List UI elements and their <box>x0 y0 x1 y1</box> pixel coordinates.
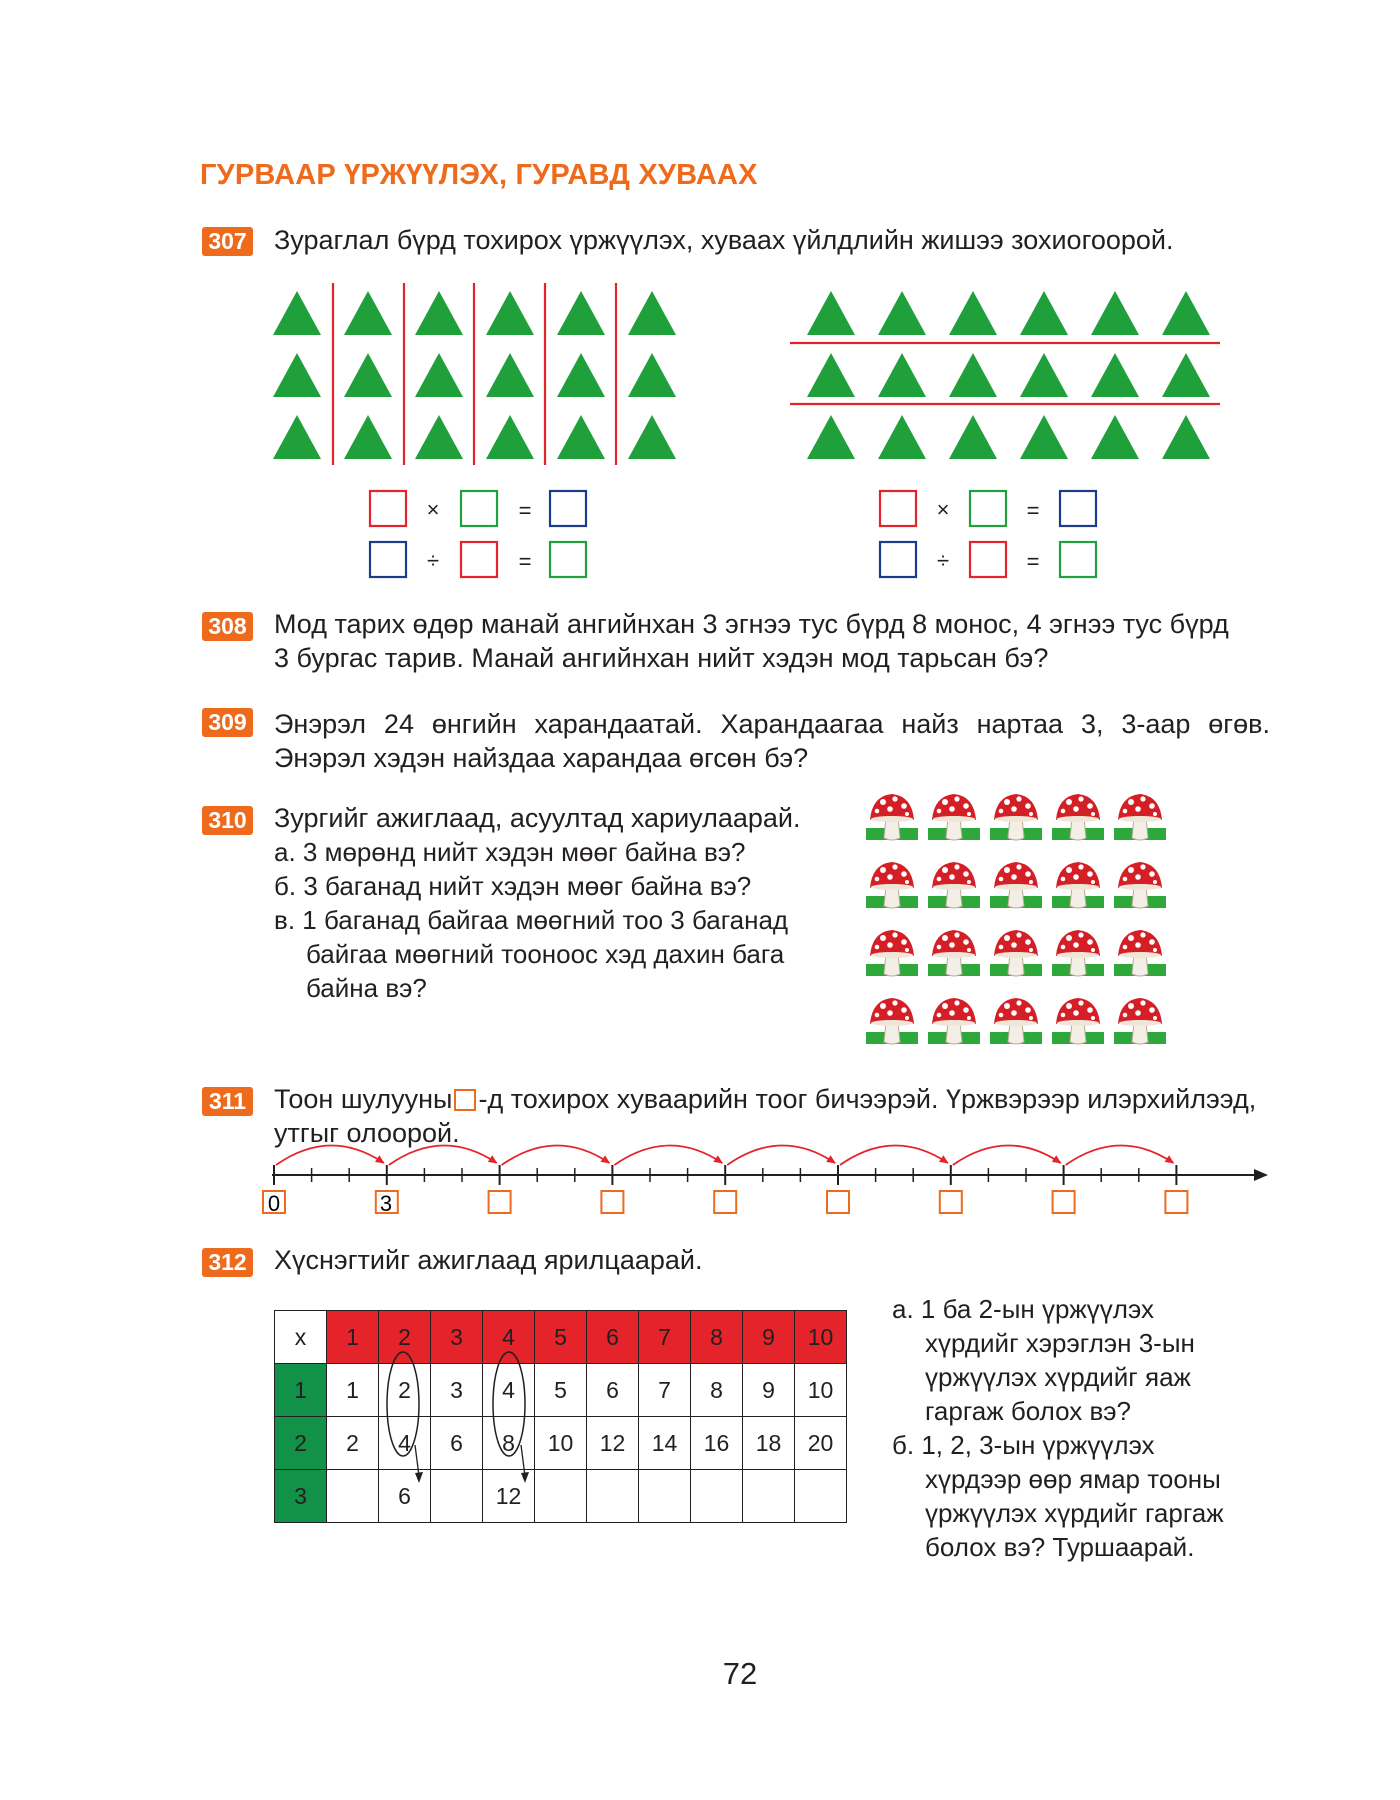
problem-number-309: 309 <box>202 708 253 737</box>
jump-arc <box>1066 1145 1174 1165</box>
equals-sign: = <box>1026 549 1040 574</box>
jump-arc <box>614 1145 722 1165</box>
problem-number-307: 307 <box>202 227 253 256</box>
q312-a-line4: гаргаж болох вэ? <box>925 1396 1131 1426</box>
table-cell: 8 <box>691 1364 743 1417</box>
table-cell <box>639 1470 691 1523</box>
header-cell: 1 <box>327 1311 379 1364</box>
problem-311-text-a: Тоон шулууны <box>274 1084 453 1114</box>
answer-box <box>1053 1191 1075 1213</box>
jump-arc <box>502 1145 610 1165</box>
table-cell: 2 <box>379 1364 431 1417</box>
table-header-row <box>275 1311 847 1364</box>
answer-box <box>827 1191 849 1213</box>
divide-sign: ÷ <box>936 548 950 573</box>
table-cell: 5 <box>535 1364 587 1417</box>
question-c-line3: байна вэ? <box>306 973 427 1003</box>
answer-box <box>714 1191 736 1213</box>
header-cell: 7 <box>639 1311 691 1364</box>
q312-b-line1: б. 1, 2, 3-ын үржүүлэх <box>892 1430 1155 1460</box>
problem-308-line2: 3 бургас тарив. Манай ангийнхан нийт хэдэн мод тарьсан бэ? <box>274 643 1049 673</box>
row-label-cell: 2 <box>275 1417 327 1470</box>
table-cell <box>431 1470 483 1523</box>
label-three: 3 <box>379 1191 393 1216</box>
table-cell: 10 <box>795 1364 847 1417</box>
page-number: 72 <box>722 1656 758 1691</box>
q312-a-line2: хүрдийг хэрэглэн 3-ын <box>925 1328 1195 1358</box>
table-cell: 6 <box>587 1364 639 1417</box>
problem-number-311: 311 <box>202 1087 253 1116</box>
header-cell: 4 <box>483 1311 535 1364</box>
jump-arc <box>389 1145 497 1165</box>
q312-b-line3: үржүүлэх хүрдийг гаргаж <box>925 1498 1224 1528</box>
multiplication-table <box>274 1310 847 1523</box>
table-row <box>275 1417 847 1470</box>
times-sign: × <box>426 497 440 522</box>
table-cell <box>587 1470 639 1523</box>
q312-b-line2: хүрдээр өөр ямар тооны <box>925 1464 1221 1494</box>
header-cell: 8 <box>691 1311 743 1364</box>
problem-309-line2: Энэрэл хэдэн найздаа харандаа өгсөн бэ? <box>274 743 809 773</box>
table-cell: 20 <box>795 1417 847 1470</box>
row-label-cell: 3 <box>275 1470 327 1523</box>
table-cell: 6 <box>379 1470 431 1523</box>
header-cell: 9 <box>743 1311 795 1364</box>
answer-box <box>601 1191 623 1213</box>
question-a: а. 3 мөрөнд нийт хэдэн мөөг байна вэ? <box>274 837 746 867</box>
table-cell <box>535 1470 587 1523</box>
problem-number-312: 312 <box>202 1248 253 1277</box>
jump-arc <box>953 1145 1061 1165</box>
problem-number-310: 310 <box>202 806 253 835</box>
jump-arc <box>840 1145 948 1165</box>
q312-a-line1: а. 1 ба 2-ын үржүүлэх <box>892 1294 1154 1324</box>
table-cell: 6 <box>431 1417 483 1470</box>
table-cell: 1 <box>327 1364 379 1417</box>
header-cell: 6 <box>587 1311 639 1364</box>
table-cell: 12 <box>483 1470 535 1523</box>
problem-309-line1: Энэрэл 24 өнгийн харандаатай. Харандаагаа найз нартаа 3, 3-аар өгөв. <box>274 709 1270 739</box>
header-cell: 10 <box>795 1311 847 1364</box>
divide-sign: ÷ <box>426 548 440 573</box>
header-cell: 3 <box>431 1311 483 1364</box>
problem-number-308: 308 <box>202 612 253 641</box>
label-zero: 0 <box>267 1191 281 1216</box>
axis-arrow-icon <box>1254 1169 1268 1181</box>
corner-cell: x <box>275 1311 327 1364</box>
problem-310-intro: Зургийг ажиглаад, асуултад хариулаарай. <box>274 803 801 833</box>
problem-307-text: Зураглал бүрд тохирох үржүүлэх, хуваах үйлдлийн жишээ зохиогоорой. <box>274 225 1174 255</box>
question-c-line2: байгаа мөөгний тооноос хэд дахин бага <box>306 939 785 969</box>
table-cell: 16 <box>691 1417 743 1470</box>
question-b: б. 3 баганад нийт хэдэн мөөг байна вэ? <box>274 871 752 901</box>
table-cell: 7 <box>639 1364 691 1417</box>
table-cell: 4 <box>483 1364 535 1417</box>
page-title: ГУРВААР ҮРЖҮҮЛЭХ, ГУРАВД ХУВААХ <box>200 159 758 191</box>
equals-sign: = <box>518 549 532 574</box>
table-row <box>275 1364 847 1417</box>
table-cell <box>691 1470 743 1523</box>
jump-arc <box>727 1145 835 1165</box>
problem-308-line1: Мод тарих өдөр манай ангийнхан 3 эгнээ тус бүрд 8 монос, 4 эгнээ тус бүрд <box>274 609 1229 639</box>
jump-arcs <box>276 1145 1173 1165</box>
question-c-line1: в. 1 баганад байгаа мөөгний тоо 3 баганад <box>274 905 789 935</box>
table-cell <box>743 1470 795 1523</box>
header-cell: 5 <box>535 1311 587 1364</box>
table-cell: 2 <box>327 1417 379 1470</box>
q312-a-line3: үржүүлэх хүрдийг яаж <box>925 1362 1191 1392</box>
answer-box <box>1165 1191 1187 1213</box>
table-cell: 4 <box>379 1417 431 1470</box>
jump-arc <box>276 1145 384 1165</box>
q312-b-line4: болох вэ? Туршаарай. <box>925 1532 1195 1562</box>
table-cell <box>795 1470 847 1523</box>
table-cell: 8 <box>483 1417 535 1470</box>
answer-box <box>489 1191 511 1213</box>
row-label-cell: 1 <box>275 1364 327 1417</box>
table-cell: 14 <box>639 1417 691 1470</box>
table-cell: 3 <box>431 1364 483 1417</box>
times-sign: × <box>936 497 950 522</box>
table-cell: 10 <box>535 1417 587 1470</box>
equals-sign: = <box>1026 498 1040 523</box>
problem-311-text-b: -д тохирох хуваарийн тоог бичээрэй. Үржвэрээр илэрхийлээд, <box>478 1084 1257 1114</box>
problem-311-line2: утгыг олоорой. <box>274 1118 460 1148</box>
table-cell <box>327 1470 379 1523</box>
equals-sign: = <box>518 498 532 523</box>
table-cell: 9 <box>743 1364 795 1417</box>
answer-boxes <box>263 1191 1187 1213</box>
problem-312-text: Хүснэгтийг ажиглаад ярилцаарай. <box>274 1245 703 1275</box>
answer-box <box>940 1191 962 1213</box>
table-row <box>275 1470 847 1523</box>
table-cell: 18 <box>743 1417 795 1470</box>
header-cell: 2 <box>379 1311 431 1364</box>
table-cell: 12 <box>587 1417 639 1470</box>
